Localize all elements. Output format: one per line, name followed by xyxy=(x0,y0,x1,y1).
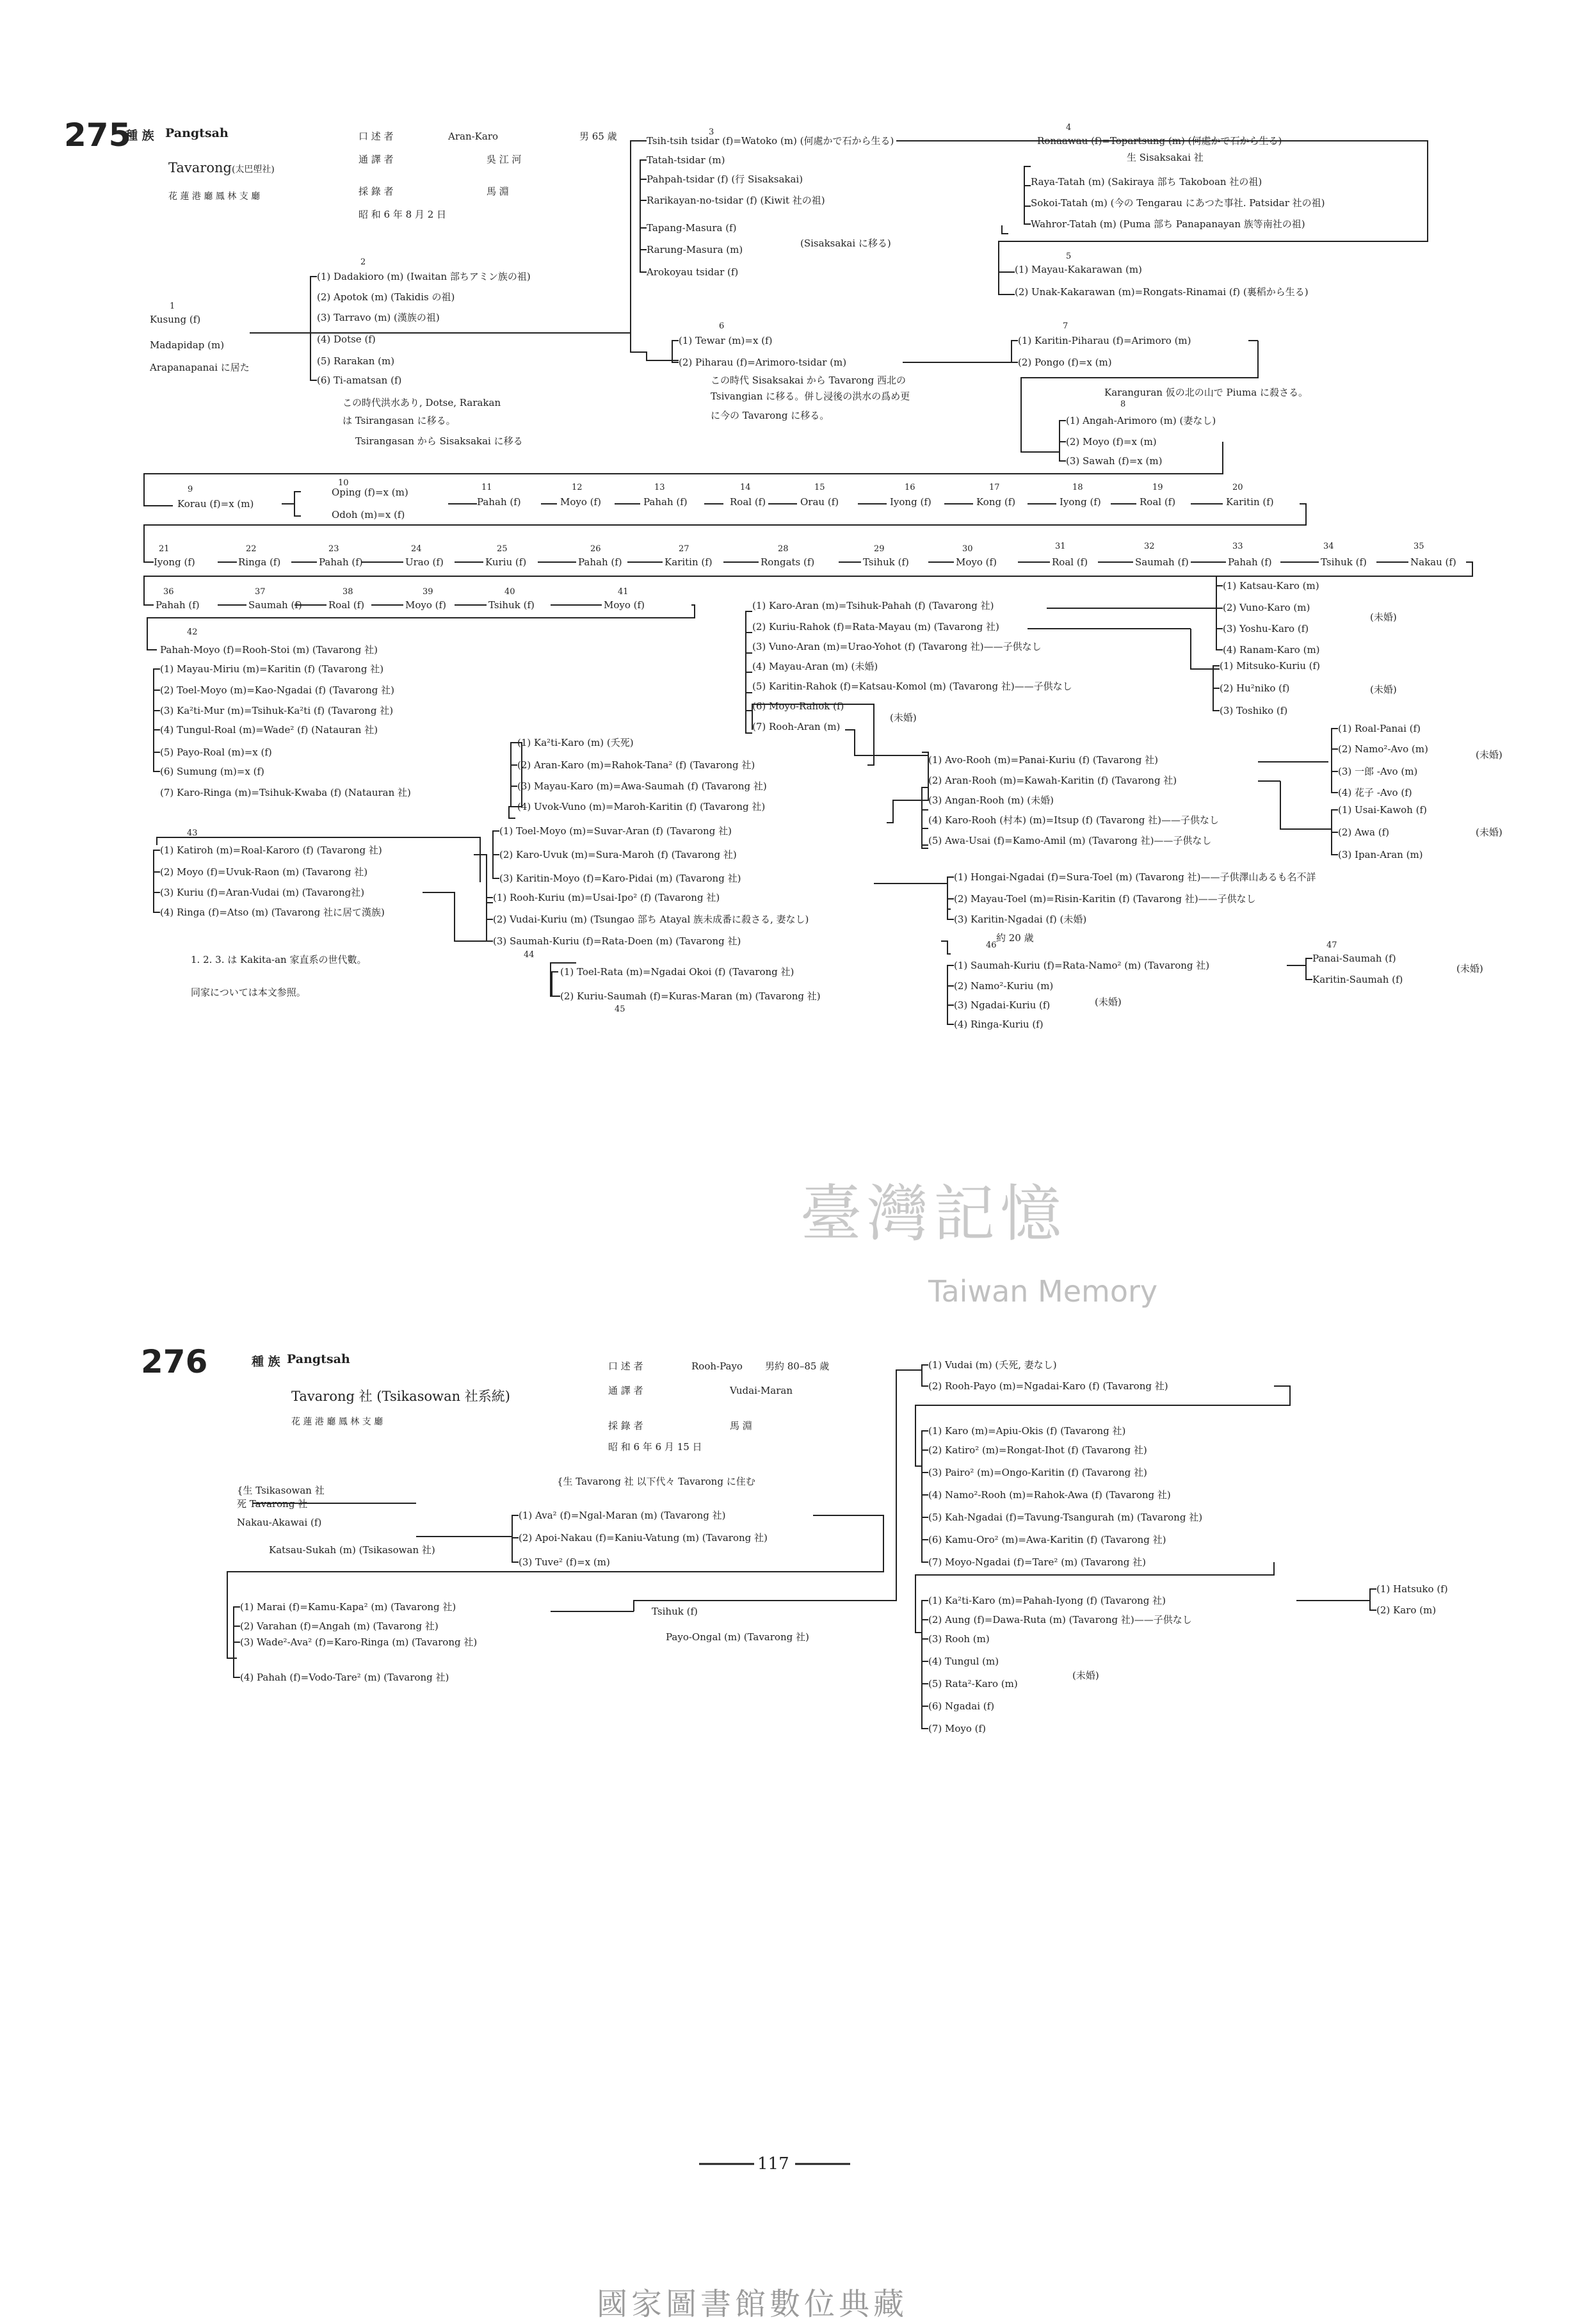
gen-number: 31 xyxy=(1055,542,1066,551)
entry: (1) Ava² (f)=Ngal-Maran (m) (Tavarong 社) xyxy=(519,1510,726,1521)
entry: (6) Kamu-Oro² (m)=Awa-Karitin (f) (Tavarong 社) xyxy=(928,1534,1166,1545)
entry: (2) Piharau (f)=Arimoro-tsidar (m) xyxy=(679,357,847,368)
interpreter-label: 通 譯 者 xyxy=(359,154,394,165)
entry: (未婚) xyxy=(1095,996,1122,1008)
entry: (2) Vudai-Kuriu (m) (Tsungao 部ち Atayal 族未成番に殺さる, 妻なし) xyxy=(493,914,809,925)
recorder-name: 馬 淵 xyxy=(487,186,509,197)
entry: (6) Sumung (m)=x (f) xyxy=(160,766,264,777)
entry: Moyo (f) xyxy=(405,599,446,611)
gen-number: 45 xyxy=(615,1005,625,1014)
interpreter-name: 吳 江 河 xyxy=(487,154,522,165)
tribe-label: 種 族 xyxy=(252,1355,280,1369)
entry: Tsih-tsih tsidar (f)=Watoko (m) (何處かで石から生る) xyxy=(647,135,894,147)
entry: (3) Toshiko (f) xyxy=(1220,705,1288,716)
entry: Tatah-tsidar (m) xyxy=(647,154,725,166)
gen-number: 37 xyxy=(255,587,266,597)
entry: Karitin-Saumah (f) xyxy=(1312,974,1403,985)
entry: (2) Namo²-Avo (m) xyxy=(1338,743,1428,755)
district: 花 蓮 港 廳 鳳 林 支 廳 xyxy=(291,1417,383,1427)
entry: (1) Karo-Aran (m)=Tsihuk-Pahah (f) (Tavarong 社) xyxy=(752,600,994,611)
gen-number: 5 xyxy=(1066,252,1072,261)
entry: (1) Avo-Rooh (m)=Panai-Kuriu (f) (Tavarong 社) xyxy=(928,754,1159,766)
gen-number: 15 xyxy=(814,483,825,492)
entry: (1) Hongai-Ngadai (f)=Sura-Toel (m) (Tavarong 社)——子供澤山あるも名不詳 xyxy=(954,871,1316,883)
entry: (1) Usai-Kawoh (f) xyxy=(1338,804,1427,816)
watermark-subtitle: Taiwan Memory xyxy=(928,1274,1158,1309)
entry: (7) Karo-Ringa (m)=Tsihuk-Kwaba (f) (Natauran 社) xyxy=(160,787,411,798)
entry: Pahah-Moyo (f)=Rooh-Stoi (m) (Tavarong 社) xyxy=(160,644,378,656)
footnote: 同家については本文参照。 xyxy=(191,987,306,998)
entry: (2) Katiro² (m)=Rongat-Ihot (f) (Tavarong 社) xyxy=(928,1444,1147,1456)
informant-label: 口 述 者 xyxy=(608,1360,643,1372)
entry: (5) Payo-Roal (m)=x (f) xyxy=(160,746,272,758)
entry: (3) Pairo² (m)=Ongo-Karitin (f) (Tavarong 社) xyxy=(928,1467,1147,1478)
informant-name: Rooh-Payo xyxy=(691,1360,743,1372)
entry: Roal (f) xyxy=(730,496,766,508)
gen-number: 18 xyxy=(1072,483,1083,492)
entry: (3) Saumah-Kuriu (f)=Rata-Doen (m) (Tavarong 社) xyxy=(493,935,741,947)
entry: は Tsirangasan に移る。 xyxy=(343,415,456,426)
entry: Saumah (f) xyxy=(1135,556,1189,568)
entry: Nakau-Akawai (f) xyxy=(237,1517,322,1528)
entry: 生 Sisaksakai 社 xyxy=(1127,152,1204,163)
entry: Iyong (f) xyxy=(1060,496,1101,508)
entry: (4) Pahah (f)=Vodo-Tare² (m) (Tavarong 社) xyxy=(240,1672,449,1683)
entry: Madapidap (m) xyxy=(150,339,225,351)
entry: Karanguran 仮の北の山で Piuma に殺さる。 xyxy=(1104,387,1308,398)
entry: (3) Ngadai-Kuriu (f) xyxy=(954,999,1051,1011)
entry: Rarikayan-no-tsidar (f) (Kiwit 社の祖) xyxy=(647,195,825,206)
gen-number: 43 xyxy=(187,828,198,838)
entry: (1) Mayau-Miriu (m)=Karitin (f) (Tavarong 社) xyxy=(160,663,384,675)
gen-number: 41 xyxy=(618,587,629,597)
gen-number: 28 xyxy=(778,544,789,554)
entry: (未婚) xyxy=(890,712,917,723)
entry: Pahah (f) xyxy=(578,556,622,568)
entry: (3) 一郎 -Avo (m) xyxy=(1338,766,1418,777)
entry: (2) Mayau-Toel (m)=Risin-Karitin (f) (Tavarong 社)——子供なし xyxy=(954,893,1256,905)
watermark-title: 臺灣記憶 xyxy=(800,1178,1067,1250)
recorder-name: 馬 淵 xyxy=(730,1420,752,1432)
entry: {生 Tavarong 社 以下代々 Tavarong に住む xyxy=(557,1476,755,1487)
entry: (5) Rata²-Karo (m) xyxy=(928,1678,1018,1690)
archive-footer: 國家圖書館數位典藏 xyxy=(597,2286,908,2322)
entry: (4) Namo²-Rooh (m)=Rahok-Awa (f) (Tavarong 社) xyxy=(928,1489,1171,1501)
village-name: Tavarong(太巴塱社) xyxy=(168,160,275,175)
gen-number: 10 xyxy=(338,478,349,488)
gen-number: 38 xyxy=(343,587,353,597)
entry: (4) Mayau-Aran (m) (未婚) xyxy=(752,661,878,672)
gen-number: 19 xyxy=(1152,483,1163,492)
entry: Pahah (f) xyxy=(643,496,688,508)
gen-number: 42 xyxy=(187,627,198,637)
entry: Rongats (f) xyxy=(761,556,815,568)
entry: Katsau-Sukah (m) (Tsikasowan 社) xyxy=(269,1544,435,1556)
entry: Tsihuk (f) xyxy=(488,599,535,611)
village-name: Tavarong 社 (Tsikasowan 社系統) xyxy=(291,1389,510,1404)
entry: (3) Karitin-Moyo (f)=Karo-Pidai (m) (Tavarong 社) xyxy=(499,873,741,884)
entry: Roal (f) xyxy=(1052,556,1088,568)
entry: (2) Namo²-Kuriu (m) xyxy=(954,980,1054,992)
gen-number: 16 xyxy=(905,483,915,492)
entry: (3) Ka²ti-Mur (m)=Tsihuk-Ka²ti (f) (Tavarong 社) xyxy=(160,705,394,716)
entry: (2) Karo-Uvuk (m)=Sura-Maroh (f) (Tavarong 社) xyxy=(499,849,737,860)
entry: (7) Moyo-Ngadai (f)=Tare² (m) (Tavarong 社) xyxy=(928,1556,1147,1568)
record-date: 昭 和 6 年 8 月 2 日 xyxy=(359,209,447,220)
entry: (5) Karitin-Rahok (f)=Katsau-Komol (m) (Tavarong 社)——子供なし xyxy=(752,681,1072,692)
entry: Tsihuk (f) xyxy=(652,1606,698,1617)
gen-number: 44 xyxy=(524,950,535,960)
informant-age: 男約 80–85 歳 xyxy=(765,1360,830,1372)
entry: Ringa (f) xyxy=(238,556,281,568)
entry: (3) Kuriu (f)=Aran-Vudai (m) (Tavarong社) xyxy=(160,887,365,898)
page-number: 117 xyxy=(757,2154,789,2174)
entry: (3) Angan-Rooh (m) (未婚) xyxy=(928,795,1054,806)
entry: Kusung (f) xyxy=(150,314,201,325)
entry: (1) Mitsuko-Kuriu (f) xyxy=(1220,660,1320,672)
gen-number: 2 xyxy=(360,257,366,267)
entry: Panai-Saumah (f) xyxy=(1312,953,1396,964)
footnote: 1. 2. 3. は Kakita-an 家直系の世代數。 xyxy=(191,954,367,965)
entry: (1) Rooh-Kuriu (m)=Usai-Ipo² (f) (Tavarong 社) xyxy=(493,892,720,903)
entry: (4) Tungul-Roal (m)=Wade² (f) (Natauran 社) xyxy=(160,724,378,736)
entry: Karitin (f) xyxy=(665,556,713,568)
entry: Moyo (f) xyxy=(560,496,601,508)
entry: Nakau (f) xyxy=(1410,556,1456,568)
entry: (1) Marai (f)=Kamu-Kapa² (m) (Tavarong 社) xyxy=(240,1601,456,1613)
entry: Tsivangian に移る。併し浸後の洪水の爲め更 xyxy=(711,391,910,402)
entry: Urao (f) xyxy=(405,556,444,568)
entry: Arapanapanai に居た xyxy=(150,362,250,373)
entry: Moyo (f) xyxy=(956,556,997,568)
entry: (3) Tarravo (m) (漢族の祖) xyxy=(317,312,440,323)
gen-number: 12 xyxy=(572,483,583,492)
entry: Pahpah-tsidar (f) (行 Sisaksakai) xyxy=(647,173,803,185)
gen-number: 7 xyxy=(1063,321,1068,331)
gen-number: 32 xyxy=(1144,542,1155,551)
entry: (1) Hatsuko (f) xyxy=(1376,1583,1448,1595)
tribe-name: Pangtsah xyxy=(287,1352,350,1366)
entry: (3) Mayau-Karo (m)=Awa-Saumah (f) (Tavarong 社) xyxy=(517,780,767,792)
interpreter-name: Vudai-Maran xyxy=(730,1385,793,1396)
gen-number: 17 xyxy=(989,483,1000,492)
gen-number: 11 xyxy=(481,483,492,492)
entry: (2) Moyo (f)=Uvuk-Raon (m) (Tavarong 社) xyxy=(160,866,368,878)
entry: (1) Roal-Panai (f) xyxy=(1338,723,1421,734)
entry: Iyong (f) xyxy=(154,556,195,568)
gen-number: 47 xyxy=(1326,940,1337,950)
gen-number: 27 xyxy=(679,544,689,554)
entry: (2) Unak-Kakarawan (m)=Rongats-Rinamai (f) (裏稻から生る) xyxy=(1015,286,1309,298)
gen-number: 22 xyxy=(246,544,257,554)
entry: Rarung-Masura (m) xyxy=(647,244,743,255)
interpreter-label: 通 譯 者 xyxy=(608,1385,643,1396)
gen-number: 20 xyxy=(1232,483,1243,492)
gen-number: 9 xyxy=(188,485,193,494)
district: 花 蓮 港 廳 鳳 林 支 廳 xyxy=(168,191,261,202)
entry: Sokoi-Tatah (m) (今の Tengarau にあつた事社. Patsidar 社の祖) xyxy=(1031,197,1325,209)
entry: (3) Rooh (m) xyxy=(928,1633,990,1645)
entry: (1) Toel-Rata (m)=Ngadai Okoi (f) (Tavarong 社) xyxy=(560,966,794,978)
informant-name: Aran-Karo xyxy=(448,131,499,142)
tribe-name: Pangtsah xyxy=(165,126,229,140)
entry: (3) Wade²-Ava² (f)=Karo-Ringa (m) (Tavarong 社) xyxy=(240,1636,478,1648)
gen-number: 35 xyxy=(1414,542,1424,551)
entry: (3) Karitin-Ngadai (f) (未婚) xyxy=(954,914,1087,925)
entry: Orau (f) xyxy=(800,496,839,508)
entry: (2) Awa (f) xyxy=(1338,827,1389,838)
entry: (5) Rarakan (m) xyxy=(317,355,395,367)
entry: (2) Moyo (f)=x (m) xyxy=(1066,436,1157,448)
entry: (1) Katsau-Karo (m) xyxy=(1223,580,1319,592)
entry: Tsirangasan から Sisaksakai に移る xyxy=(355,435,523,447)
entry: (1) Vudai (m) (夭死, 妻なし) xyxy=(928,1359,1057,1371)
entry: (7) Rooh-Aran (m) xyxy=(752,721,841,732)
entry: (2) Apotok (m) (Takidis の祖) xyxy=(317,291,455,303)
entry: Payo-Ongal (m) (Tavarong 社) xyxy=(666,1631,809,1643)
entry: (未婚) xyxy=(1370,611,1397,623)
entry: (1) Karitin-Piharau (f)=Arimoro (m) xyxy=(1018,335,1191,346)
gen-number: 36 xyxy=(163,587,174,597)
record-date: 昭 和 6 年 6 月 15 日 xyxy=(608,1441,702,1453)
gen-number: 39 xyxy=(423,587,433,597)
entry: (5) Kah-Ngadai (f)=Tavung-Tsangurah (m) (Tavarong 社) xyxy=(928,1512,1203,1523)
entry: (1) Tewar (m)=x (f) xyxy=(679,335,773,346)
entry: Roal (f) xyxy=(328,599,365,611)
genealogy-number-275: 275 xyxy=(64,117,131,154)
entry: Wahror-Tatah (m) (Puma 部ち Panapanayan 族等南社の祖) xyxy=(1031,218,1305,230)
entry: Saumah (f) xyxy=(248,599,302,611)
recorder-label: 採 錄 者 xyxy=(359,186,394,197)
entry: (4) Ringa-Kuriu (f) xyxy=(954,1019,1044,1030)
entry: (2) Karo (m) xyxy=(1376,1604,1437,1616)
entry: (3) Tuve² (f)=x (m) xyxy=(519,1556,610,1568)
entry: Tsihuk (f) xyxy=(863,556,909,568)
entry: Korau (f)=x (m) xyxy=(177,498,254,510)
entry: (1) Karo (m)=Apiu-Okis (f) (Tavarong 社) xyxy=(928,1425,1126,1437)
entry: (未婚) xyxy=(1456,963,1483,974)
entry: (3) Ipan-Aran (m) xyxy=(1338,849,1423,860)
recorder-label: 採 錄 者 xyxy=(608,1420,643,1432)
gen-number: 14 xyxy=(740,483,751,492)
entry: Pahah (f) xyxy=(477,496,521,508)
gen-number: 1 xyxy=(170,302,175,311)
entry: (未婚) xyxy=(1370,684,1397,695)
entry: (1) Toel-Moyo (m)=Suvar-Aran (f) (Tavarong 社) xyxy=(499,825,732,837)
entry: (2) Aran-Rooh (m)=Kawah-Karitin (f) (Tavarong 社) xyxy=(928,775,1177,786)
entry: (2) Toel-Moyo (m)=Kao-Ngadai (f) (Tavarong 社) xyxy=(160,684,394,696)
entry: (1) Saumah-Kuriu (f)=Rata-Namo² (m) (Tavarong 社) xyxy=(954,960,1210,971)
entry: 死 Tavarong 社 xyxy=(237,1498,308,1510)
gen-number: 13 xyxy=(654,483,665,492)
entry: (2) Rooh-Payo (m)=Ngadai-Karo (f) (Tavarong 社) xyxy=(928,1380,1168,1392)
entry: Tsihuk (f) xyxy=(1321,556,1367,568)
entry: (2) Pongo (f)=x (m) xyxy=(1018,357,1112,368)
gen-number: 21 xyxy=(159,544,170,554)
informant-age: 男 65 歳 xyxy=(579,131,617,142)
gen-number: 3 xyxy=(709,127,714,137)
entry: (4) Ranam-Karo (m) xyxy=(1223,644,1320,656)
entry: Pahah (f) xyxy=(319,556,363,568)
entry: (4) Uvok-Vuno (m)=Maroh-Karitin (f) (Tavarong 社) xyxy=(517,801,766,812)
gen-number: 29 xyxy=(874,544,885,554)
entry: (1) Ka²ti-Karo (m)=Pahah-Iyong (f) (Tavarong 社) xyxy=(928,1595,1166,1606)
gen-number: 23 xyxy=(328,544,339,554)
entry: Kong (f) xyxy=(976,496,1016,508)
gen-number: 40 xyxy=(504,587,515,597)
entry: (3) Vuno-Aran (m)=Urao-Yohot (f) (Tavarong 社)——子供なし xyxy=(752,641,1042,652)
gen-number: 25 xyxy=(497,544,508,554)
gen-number: 34 xyxy=(1323,542,1334,551)
entry: Arokoyau tsidar (f) xyxy=(647,266,739,278)
entry: (2) Apoi-Nakau (f)=Kaniu-Vatung (m) (Tavarong 社) xyxy=(519,1532,768,1544)
entry: (2) Aran-Karo (m)=Rahok-Tana² (f) (Tavarong 社) xyxy=(517,759,755,771)
entry: (1) Angah-Arimoro (m) (妻なし) xyxy=(1066,415,1216,426)
entry: {生 Tsikasowan 社 xyxy=(237,1485,325,1496)
entry: (5) Awa-Usai (f)=Kamo-Amil (m) (Tavarong 社)——子供なし xyxy=(928,835,1212,846)
gen-number: 24 xyxy=(411,544,422,554)
entry: Roal (f) xyxy=(1140,496,1176,508)
entry: Karitin (f) xyxy=(1226,496,1274,508)
entry: (2) Kuriu-Rahok (f)=Rata-Mayau (m) (Tavarong 社) xyxy=(752,621,999,633)
entry: (2) Kuriu-Saumah (f)=Kuras-Maran (m) (Tavarong 社) xyxy=(560,990,821,1002)
entry: (1) Katiroh (m)=Roal-Karoro (f) (Tavarong 社) xyxy=(160,844,382,856)
entry: Odoh (m)=x (f) xyxy=(332,509,405,520)
gen-number: 6 xyxy=(719,321,725,331)
entry: (1) Mayau-Kakarawan (m) xyxy=(1015,264,1142,275)
informant-label: 口 述 者 xyxy=(359,131,394,142)
entry: (未婚) xyxy=(1476,827,1503,838)
entry: (4) Dotse (f) xyxy=(317,334,376,345)
entry: Tapang-Masura (f) xyxy=(647,222,737,234)
gen-number: 26 xyxy=(590,544,601,554)
entry: (未婚) xyxy=(1072,1670,1099,1681)
entry: (Sisaksakai に移る) xyxy=(800,238,891,249)
entry: この時代 Sisaksakai から Tavarong 西北の xyxy=(711,375,907,386)
entry: に今の Tavarong に移る。 xyxy=(711,410,830,421)
gen-number: 8 xyxy=(1120,399,1126,409)
entry: (1) Ka²ti-Karo (m) (夭死) xyxy=(517,737,634,748)
entry: Kuriu (f) xyxy=(485,556,527,568)
entry: (未婚) xyxy=(1476,749,1503,761)
entry: Pahah (f) xyxy=(1228,556,1272,568)
entry: (4) Ringa (f)=Atso (m) (Tavarong 社に居て漢族) xyxy=(160,907,385,918)
entry: (3) Yoshu-Karo (f) xyxy=(1223,623,1309,634)
entry: Pahah (f) xyxy=(156,599,200,611)
entry: (7) Moyo (f) xyxy=(928,1723,986,1734)
entry: (1) Dadakioro (m) (Iwaitan 部ちアミン族の祖) xyxy=(317,271,531,282)
tribe-label: 種 族 xyxy=(125,129,154,143)
entry: (6) Moyo-Rahok (f) xyxy=(752,700,844,712)
gen-number: 30 xyxy=(962,544,973,554)
entry: 約 20 歳 xyxy=(996,932,1034,944)
entry: Iyong (f) xyxy=(890,496,931,508)
entry: Raya-Tatah (m) (Sakiraya 部ち Takoboan 社の祖) xyxy=(1031,176,1262,188)
gen-number: 33 xyxy=(1232,542,1243,551)
entry: (6) Ti-amatsan (f) xyxy=(317,375,402,386)
entry: (2) Varahan (f)=Angah (m) (Tavarong 社) xyxy=(240,1620,439,1632)
genealogy-number-276: 276 xyxy=(141,1343,208,1380)
entry: (2) Aung (f)=Dawa-Ruta (m) (Tavarong 社)——子供なし xyxy=(928,1614,1192,1626)
entry: この時代洪水あり, Dotse, Rarakan xyxy=(343,397,501,408)
entry: (4) 花子 -Avo (f) xyxy=(1338,787,1412,798)
entry: (2) Hu²niko (f) xyxy=(1220,682,1290,694)
entry: (2) Vuno-Karo (m) xyxy=(1223,602,1310,613)
gen-number: 46 xyxy=(986,940,997,950)
entry: Oping (f)=x (m) xyxy=(332,487,408,498)
entry: (4) Tungul (m) xyxy=(928,1656,999,1667)
entry: Ronaawau (f)=Topartsung (m) (何處かで石から生る) xyxy=(1037,135,1282,147)
entry: (3) Sawah (f)=x (m) xyxy=(1066,455,1163,467)
entry: Moyo (f) xyxy=(604,599,645,611)
gen-number: 4 xyxy=(1066,123,1072,133)
entry: (4) Karo-Rooh (村本) (m)=Itsup (f) (Tavarong 社)——子供なし xyxy=(928,814,1220,826)
entry: (6) Ngadai (f) xyxy=(928,1700,995,1712)
